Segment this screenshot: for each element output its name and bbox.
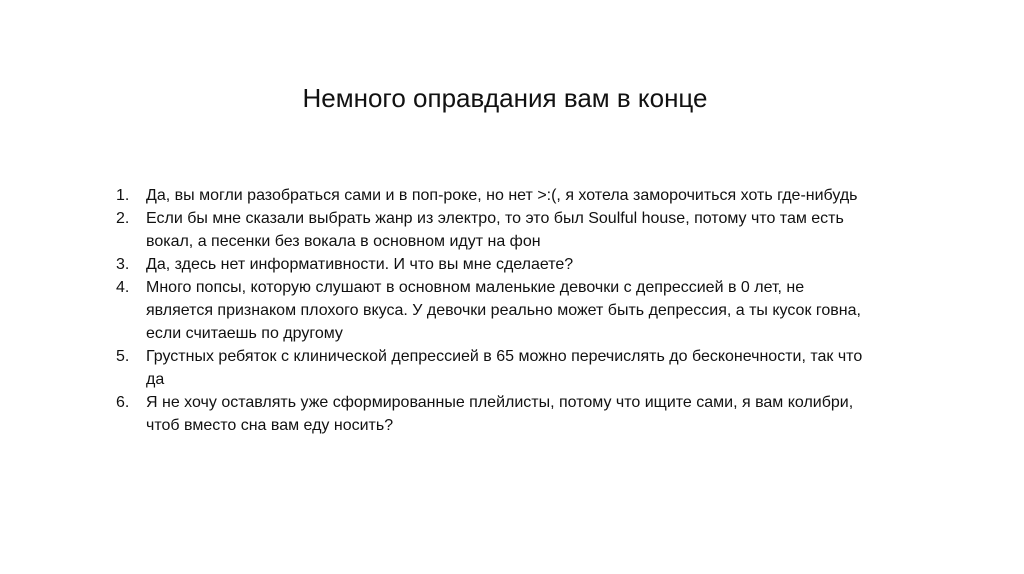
list-item-4 [116, 276, 946, 345]
list-item-5 [116, 345, 946, 391]
list-item-6 [116, 391, 946, 437]
list-item-text: Если бы мне сказали выбрать жанр из электро, то это был Soulful house, потому что там есть вокал, а песенки без вокала в основном идут на фон [146, 210, 844, 250]
slide-title: Немного оправдания вам в конце [302, 83, 708, 113]
list-item-text: Грустных ребяток с клинической депрессией в 65 можно перечислять до бесконечности, так что да [146, 348, 863, 388]
list-item-text: Да, вы могли разобраться сами и в поп-роке, но нет >:(, я хотела заморочиться хоть где-нибудь [146, 187, 858, 204]
list-item-text: Да, здесь нет информативности. И что вы мне сделаете? [146, 256, 574, 273]
numbered-list [116, 184, 946, 437]
list-item-number: 6. [116, 394, 130, 411]
list-item-2 [116, 207, 946, 253]
list-item-number: 5. [116, 348, 130, 365]
list-item-number: 3. [116, 256, 130, 273]
list-item-text: Я не хочу оставлять уже сформированные плейлисты, потому что ищите сами, я вам колибри, чтоб вместо сна вам еду носить? [146, 394, 854, 434]
list-item-1 [116, 184, 946, 207]
list-item-3 [116, 253, 946, 276]
list-item-number: 4. [116, 279, 130, 296]
list-item-number: 1. [116, 187, 130, 204]
list-item-text: Много попсы, которую слушают в основном маленькие девочки с депрессией в 0 лет, не является признаком плохого вкуса. У девочки реально может быть депрессия, а ты кусок говна, если считаешь по другому [146, 279, 861, 342]
list-item-number: 2. [116, 210, 130, 227]
